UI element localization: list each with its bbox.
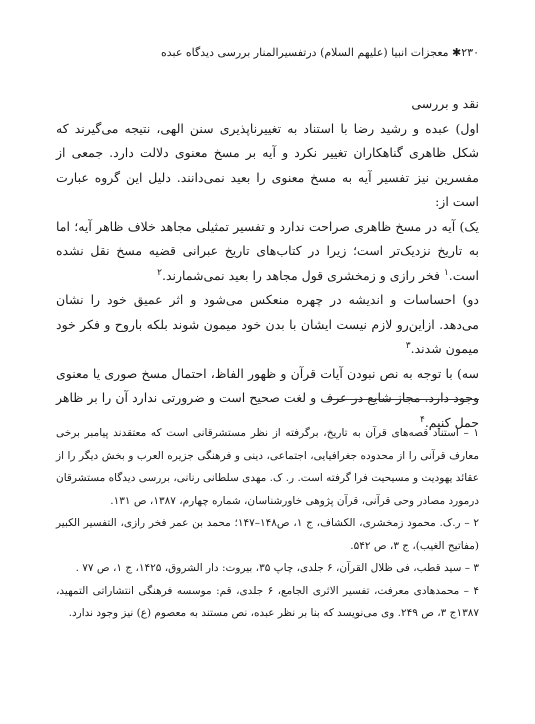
point-three-text: سه) با توجه به نص نبودن آیات قرآن و ظهور الفاظ، احتمال مسخ صوری یا معنوی وجود دارد. مجاز شایع در عرف و لغت صحیح است و ضرورتی ندارد آن را بر ظاهر حمل کنیم. (56, 365, 479, 430)
point-one-text: یک) آیه در مسخ ظاهری صراحت ندارد و تفسیر تمثیلی مجاهد خلاف ظاهر آیه؛ اما به تاریخ نزدیک‌تر است؛ زیرا در کتاب‌های تاریخ عبرانی قضیه مسخ نقل نشده است. (56, 218, 479, 283)
section-heading: نقد و بررسی (411, 96, 479, 111)
footnotes-block (56, 422, 479, 625)
footnote-1: ۱ – استناد قصه‌های قرآن به تاریخ، برگرفته از نظر مستشرقانی است که معتقدند پیامبر برخی معارف قرآنی را از محدوده جغرافیایی، اجتماعی، دینی و فرهنگی جزیره العرب و بخش دیگر را از عقائد یهودیت و مسیحیت فرا گرفته است. ر. ک. مهدی سلطانی رنانی، بررسی دیدگاه مستشرقان درمورد مصادر وحی قرآنی، قرآن پژوهی خاورشناسان، شماره چهارم، ۱۳۸۷، ص ۱۳۱. (56, 427, 479, 507)
footnote-ref-4[interactable]: ۴ (419, 414, 425, 425)
footnote-ref-1[interactable]: ۱ (443, 267, 449, 278)
point-one-paragraph (56, 215, 479, 289)
footnote-3: ۳ – سید قطب، فی ظلال القرآن، ۶ جلدی، چاپ ۳۵، بیروت: دار الشروق، ۱۴۲۵، ج ۱، ص ۷۷ . (75, 562, 479, 574)
point-one-tail-text: فخر رازی و زمخشری قول مجاهد را بعید نمی‌شمارند. (161, 267, 444, 283)
point-two-paragraph (56, 288, 479, 362)
footnote-separator (327, 399, 479, 400)
point-two-text: دو) احساسات و اندیشه در چهره منعکس می‌شود و اثر عمیق خود را نشان می‌دهد. ازاین‌رو لازم نیست ایشان با بدن خود میمون شوند بلکه باروح و فکر خود میمون شدند. (56, 292, 479, 356)
footnote-4: ۴ – محمدهادی معرفت، تفسیر الاثری الجامع، ۶ جلدی، قم: موسسه فرهنگی انتشاراتی التمهید، ۱۳۸۷ج ۳، ص ۲۴۹. وی می‌نویسد که بنا بر نظر عبده، نص مستند به معصوم (ع) نیز وجود ندارد. (56, 584, 479, 619)
footnote-2: ۲ – ر.ک. محمود زمخشری، الکشاف، ج ۱، ص۱۴۸–۱۴۷؛ محمد بن عمر فخر رازی، التفسیر الکبیر (مفاتیح الغیب)، ج ۳، ص ۵۴۲. (56, 517, 480, 552)
intro-paragraph: اول) عبده و رشید رضا با استناد به تغییرناپذیری سنن الهی، نتیجه می‌گیرند که شکل ظاهری گناهکاران تغییر نکرد و آیه بر مسخ معنوی دلالت دارد. جمعی از مفسرین نیز تفسیر آیه به مسخ معنوی را بعید نمی‌دانند. دلیل این گروه عبارت است از: (56, 120, 479, 209)
main-text (56, 92, 479, 435)
running-header: ۲۳۰✱ معجزات انبیا (علیهم السلام) درتفسیرالمنار بررسی دیدگاه عبده (160, 46, 479, 59)
footnote-ref-2[interactable]: ۲ (157, 267, 162, 278)
footnote-ref-3[interactable]: ۳ (405, 340, 411, 351)
